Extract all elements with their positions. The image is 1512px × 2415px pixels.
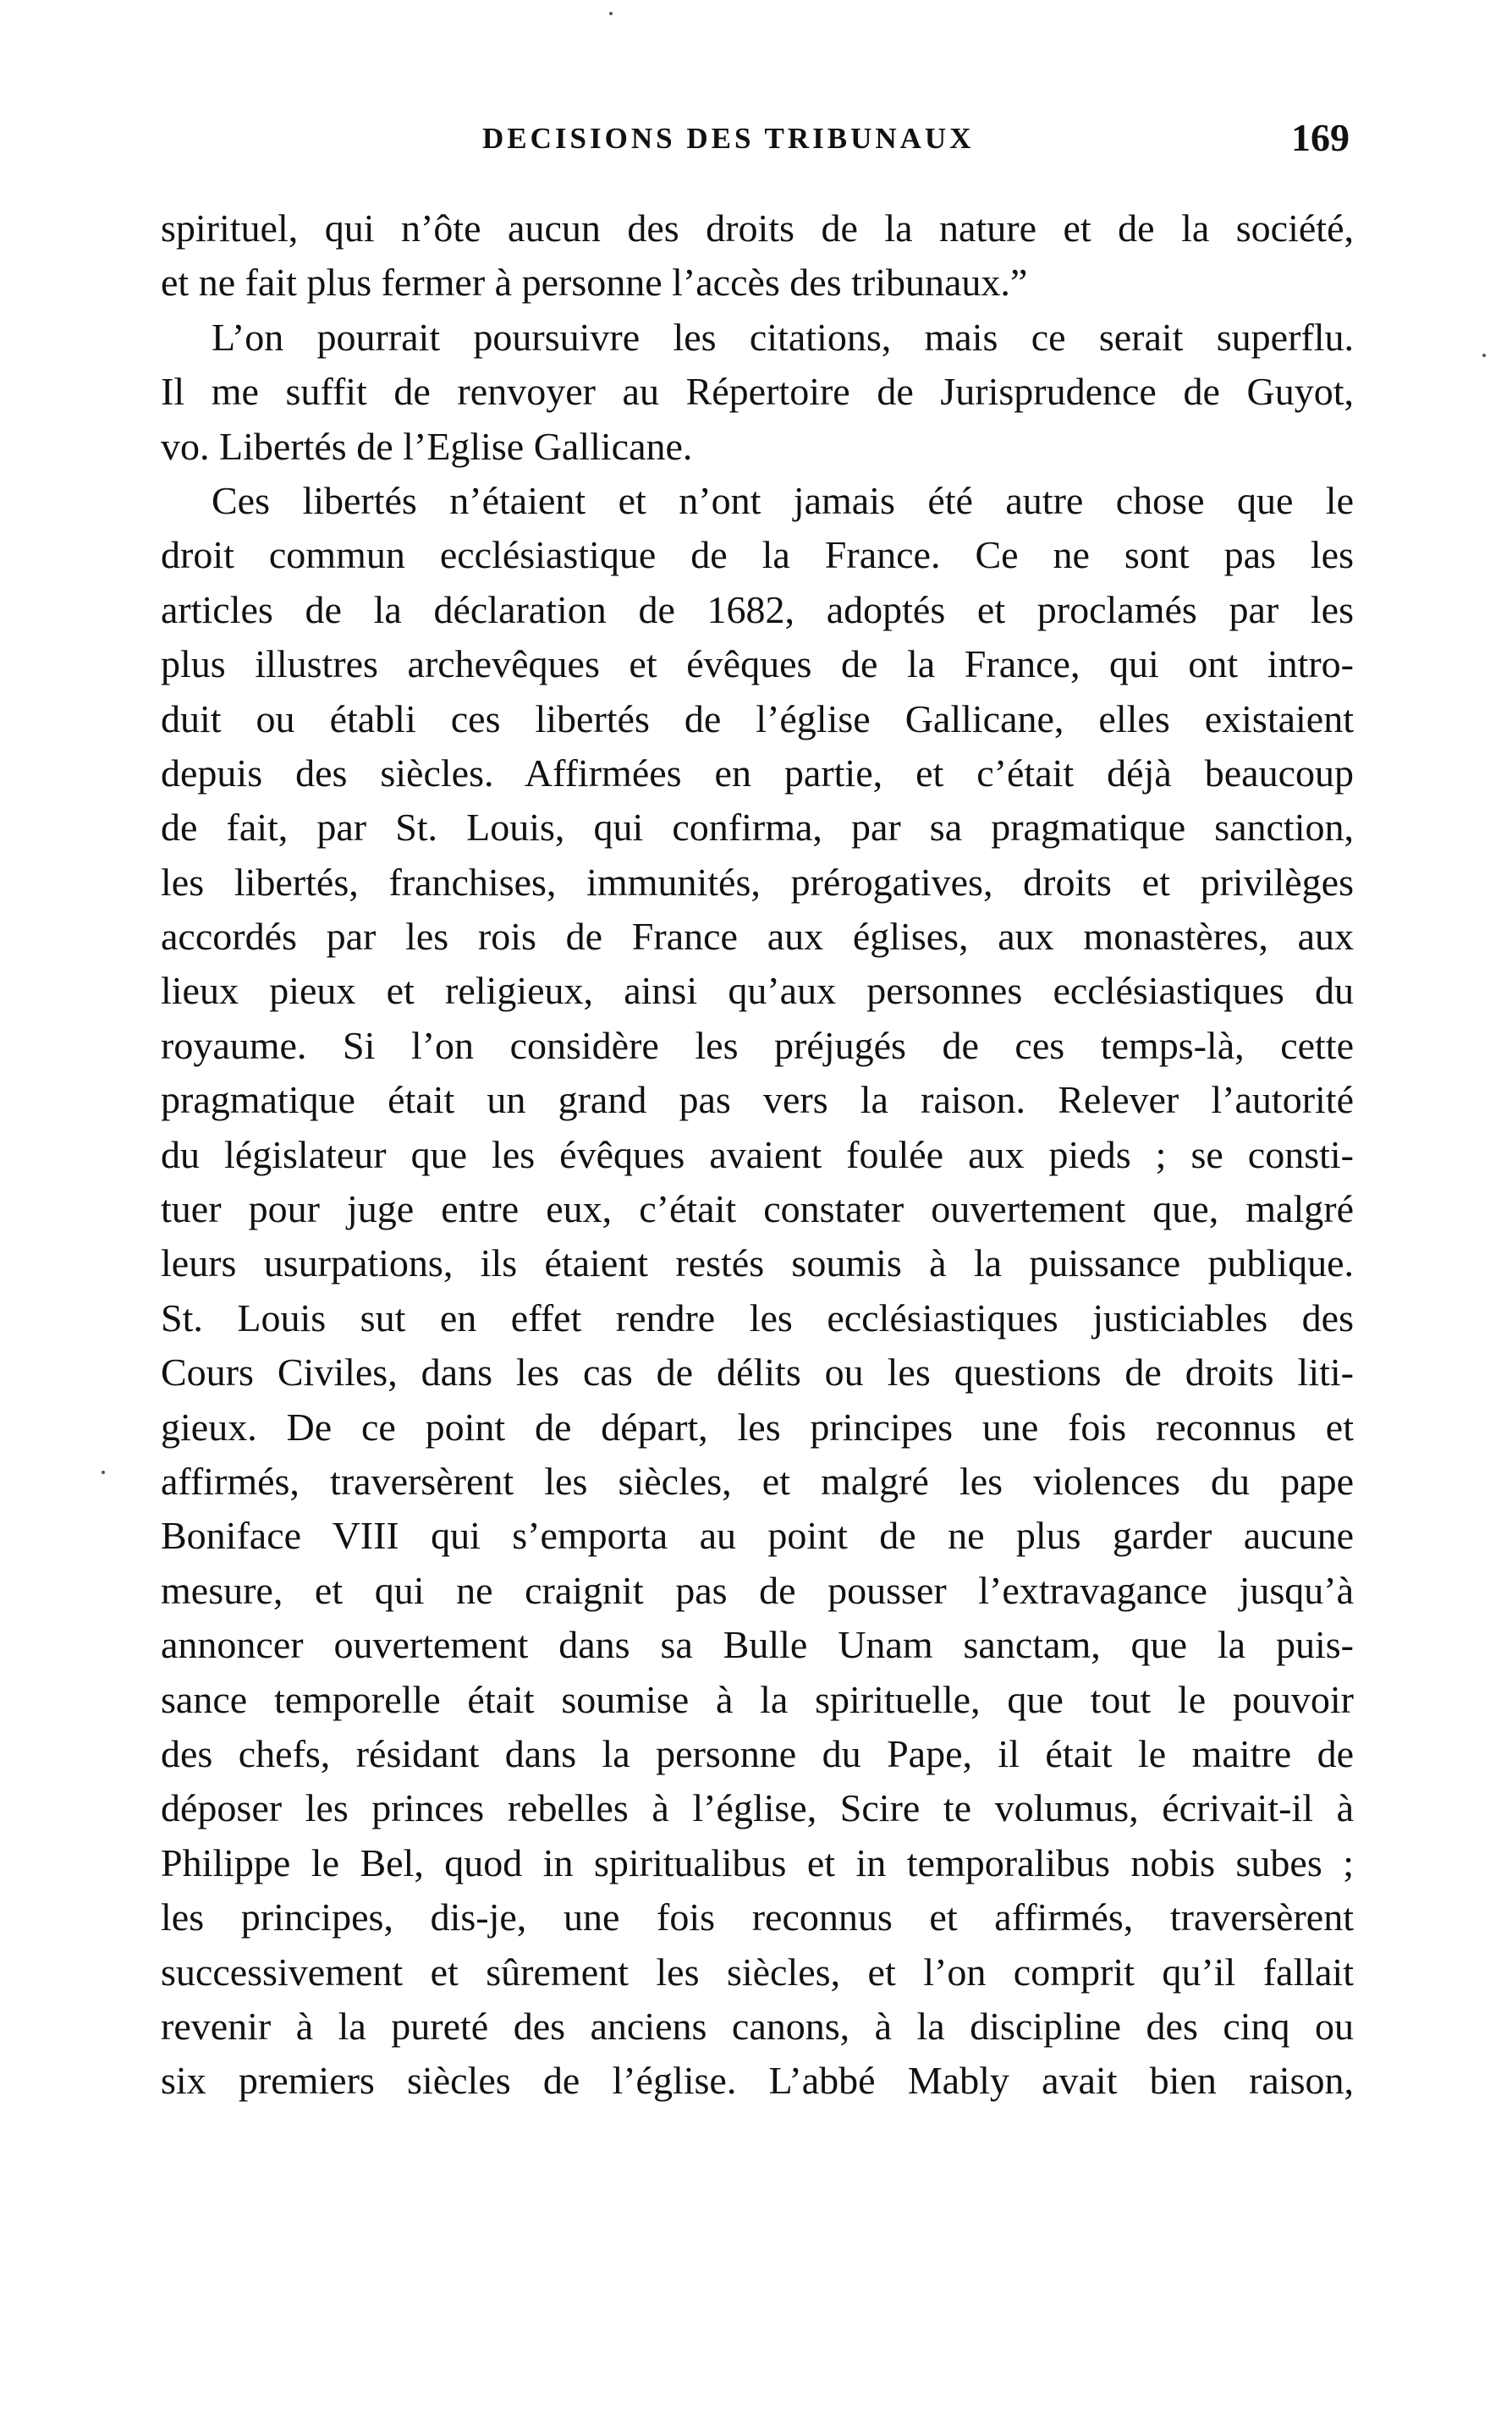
text-line: affirmés, traversèrent les siècles, et malgré les violences du pape <box>161 1459 1354 1503</box>
scan-speck <box>609 12 613 15</box>
text-line: L’on pourrait poursuivre les citations, mais ce serait superflu. <box>212 315 1354 359</box>
text-line: royaume. Si l’on considère les préjugés de ces temps-là, cette <box>161 1023 1354 1067</box>
text-line: six premiers siècles de l’église. L’abbé Mably avait bien raison, <box>161 2059 1354 2103</box>
text-line: droit commun ecclésiastique de la France. Ce ne sont pas les <box>161 533 1354 577</box>
text-line: mesure, et qui ne craignit pas de pousser l’extravagance jusqu’à <box>161 1568 1354 1612</box>
text-line: Il me suffit de renvoyer au Répertoire de Jurisprudence de Guyot, <box>161 370 1354 414</box>
text-line: du législateur que les évêques avaient foulée aux pieds ; se consti- <box>161 1132 1354 1176</box>
text-line: leurs usurpations, ils étaient restés soumis à la puissance publique. <box>161 1241 1354 1285</box>
text-line: duit ou établi ces libertés de l’église Gallicane, elles existaient <box>161 696 1354 740</box>
text-line: pragmatique était un grand pas vers la raison. Relever l’autorité <box>161 1078 1354 1122</box>
text-line: Philippe le Bel, quod in spiritualibus et in temporalibus nobis subes ; <box>161 1840 1354 1884</box>
text-line: Ces libertés n’étaient et n’ont jamais été autre chose que le <box>212 478 1354 522</box>
text-line: lieux pieux et religieux, ainsi qu’aux personnes ecclésiastiques du <box>161 969 1354 1013</box>
text-line: St. Louis sut en effet rendre les ecclésiastiques justiciables des <box>161 1296 1354 1340</box>
text-line: articles de la déclaration de 1682, adoptés et proclamés par les <box>161 587 1354 631</box>
text-line: Boniface VIII qui s’emporta au point de ne plus garder aucune <box>161 1514 1354 1558</box>
text-line: déposer les princes rebelles à l’église, Scire te volumus, écrivait-il à <box>161 1786 1354 1830</box>
text-line: les principes, dis-je, une fois reconnus et affirmés, traversèrent <box>161 1895 1354 1939</box>
scan-speck <box>102 1471 105 1474</box>
text-line: depuis des siècles. Affirmées en partie, et c’était déjà beaucoup <box>161 751 1354 795</box>
text-line: accordés par les rois de France aux églises, aux monastères, aux <box>161 915 1354 959</box>
running-head <box>161 115 1350 166</box>
text-line: de fait, par St. Louis, qui confirma, par sa pragmatique sanction, <box>161 806 1354 850</box>
text-line: gieux. De ce point de départ, les principes une fois reconnus et <box>161 1405 1354 1449</box>
running-title: DECISIONS DES TRIBUNAUX <box>482 122 975 155</box>
page-number: 169 <box>1291 116 1350 159</box>
text-line: revenir à la pureté des anciens canons, à la discipline des cinq ou <box>161 2004 1354 2048</box>
scan-speck <box>1482 354 1486 357</box>
text-line: les libertés, franchises, immunités, prérogatives, droits et privilèges <box>161 860 1354 904</box>
text-line: spirituel, qui n’ôte aucun des droits de la nature et de la société, <box>161 206 1354 250</box>
text-line: et ne fait plus fermer à personne l’accès des tribunaux.” <box>161 261 1028 305</box>
text-line: sance temporelle était soumise à la spirituelle, que tout le pouvoir <box>161 1677 1354 1721</box>
text-line: vo. Libertés de l’Eglise Gallicane. <box>161 424 693 468</box>
text-line: des chefs, résidant dans la personne du Pape, il était le maitre de <box>161 1731 1354 1775</box>
body-text <box>161 201 1354 2109</box>
text-line: successivement et sûrement les siècles, et l’on comprit qu’il fallait <box>161 1950 1354 1994</box>
text-line: Cours Civiles, dans les cas de délits ou les questions de droits liti- <box>161 1351 1354 1395</box>
text-line: annoncer ouvertement dans sa Bulle Unam sanctam, que la puis- <box>161 1623 1354 1667</box>
text-line: tuer pour juge entre eux, c’était constater ouvertement que, malgré <box>161 1187 1354 1231</box>
text-line: plus illustres archevêques et évêques de la France, qui ont intro- <box>161 642 1354 686</box>
